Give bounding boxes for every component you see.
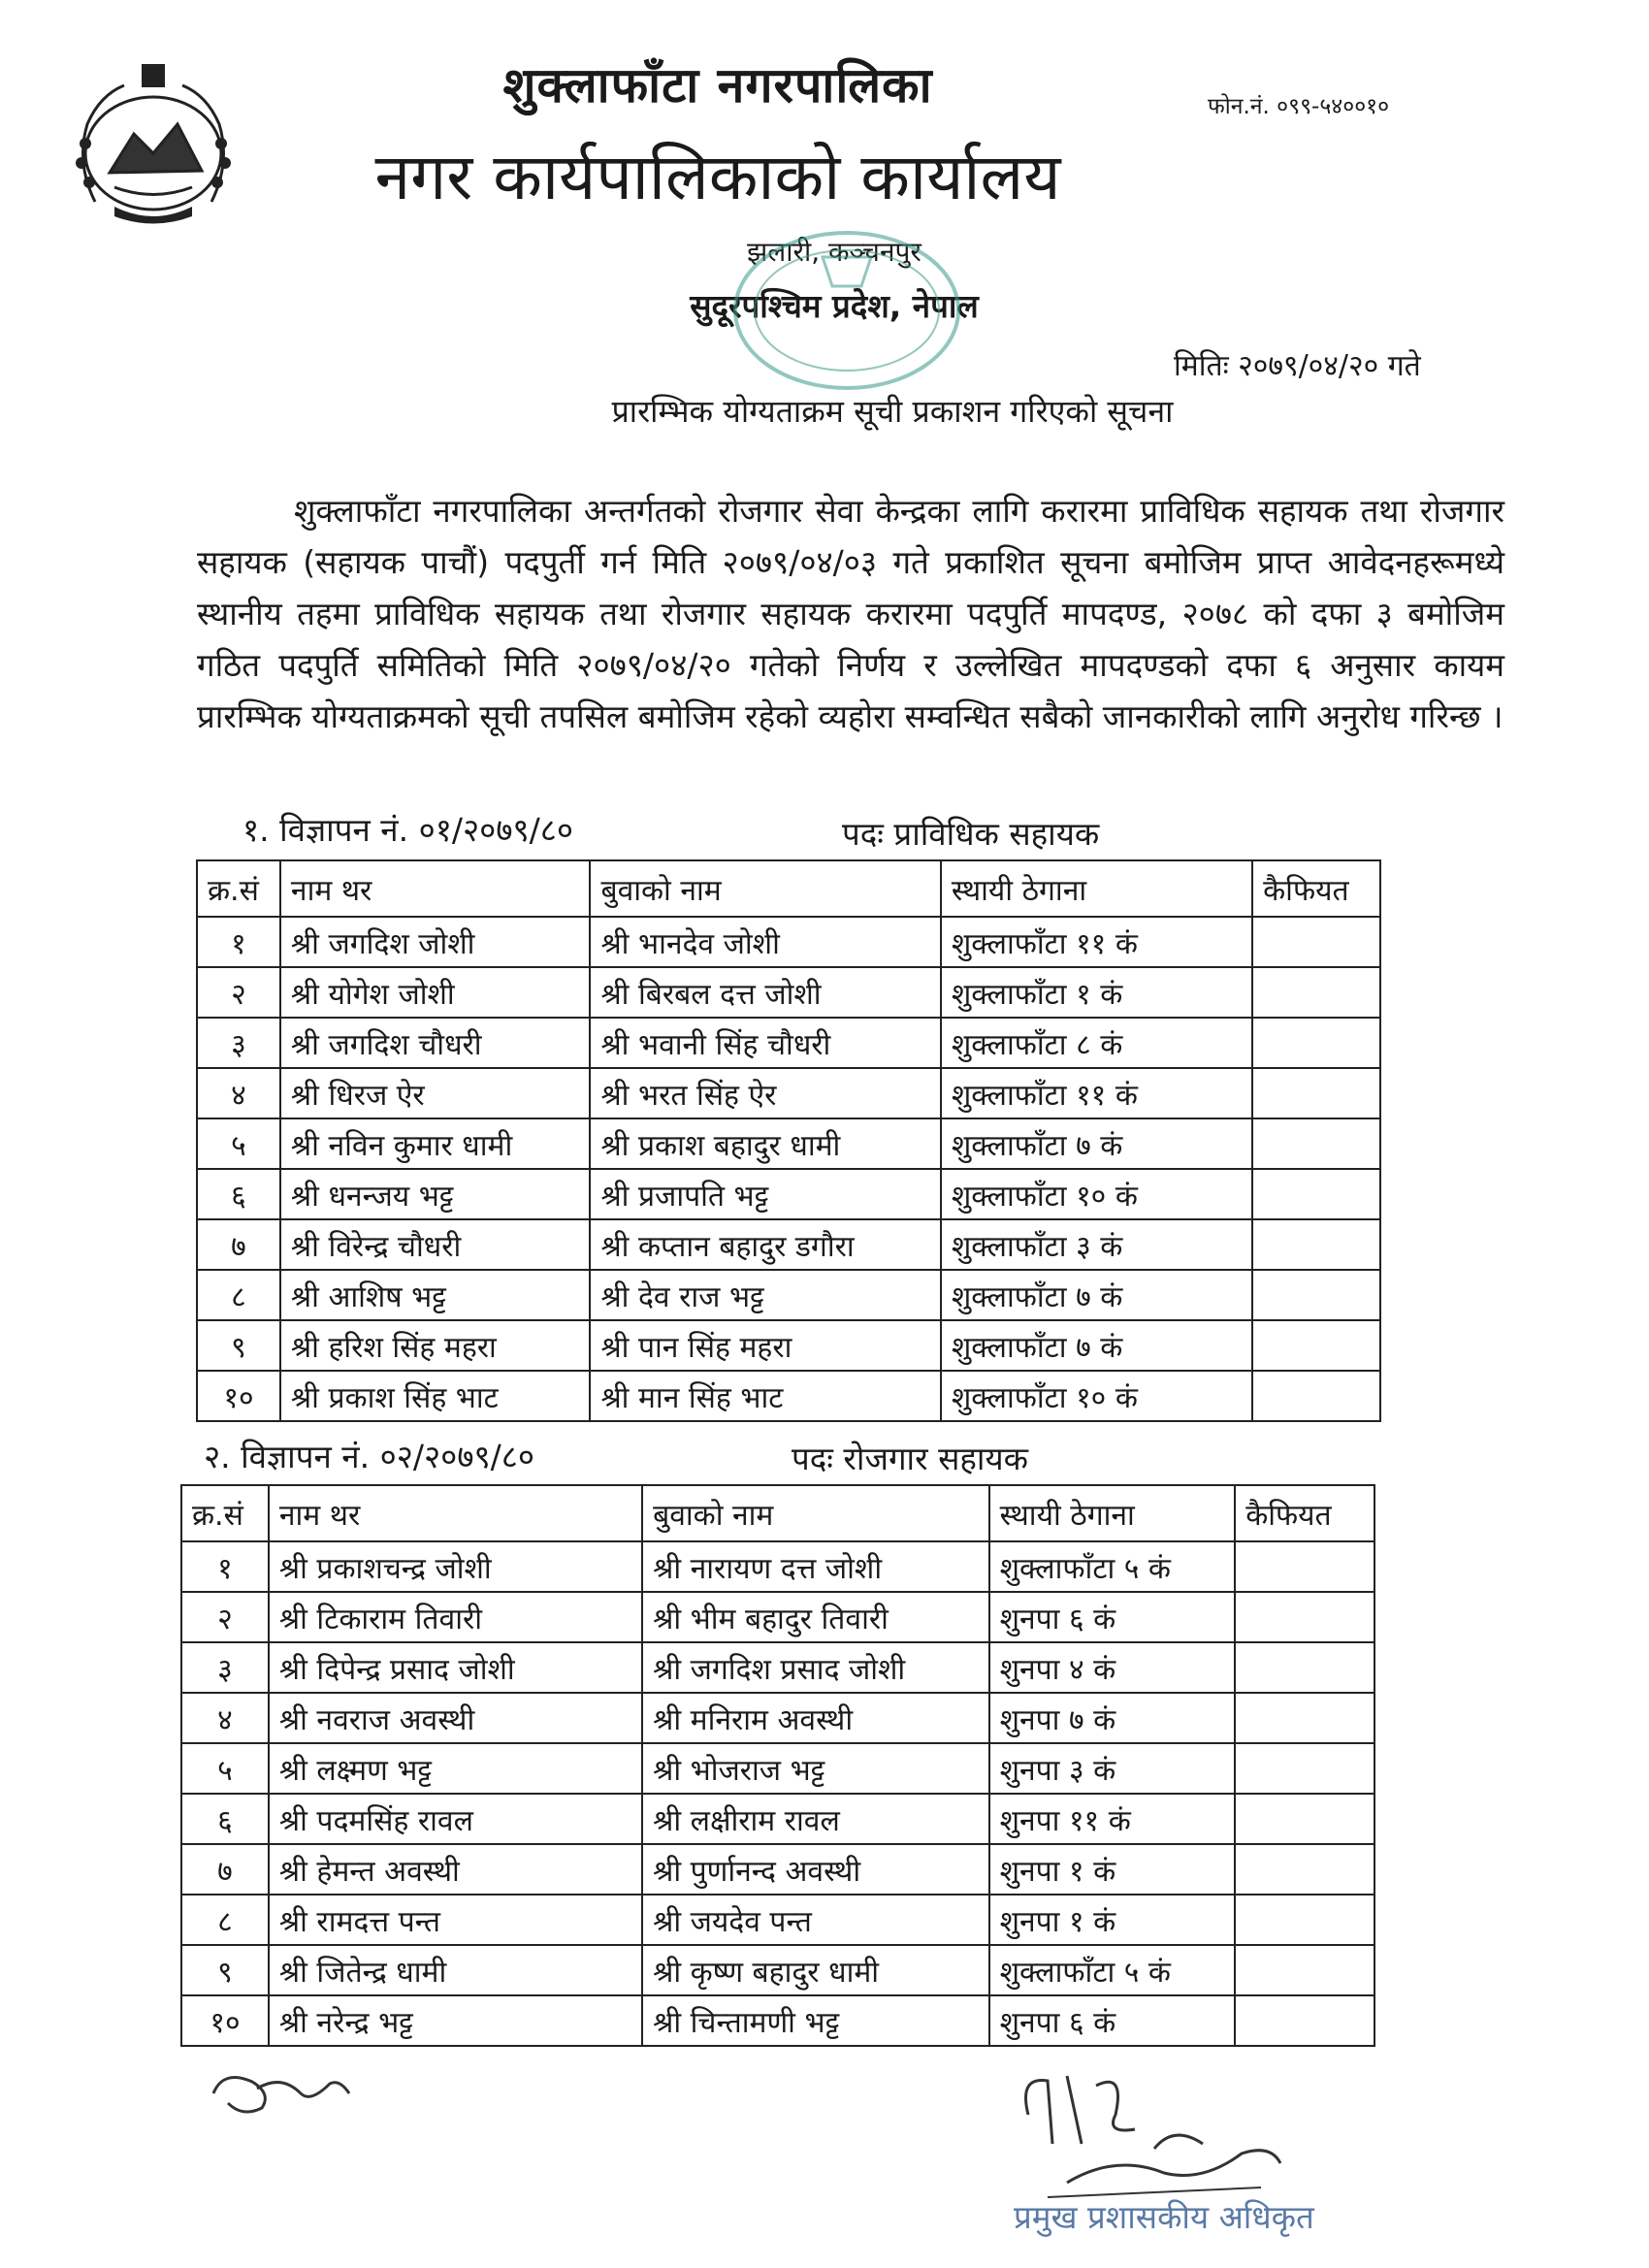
section1-advert: १. विज्ञापन नं. ०१/२०७९/८० <box>242 811 574 849</box>
cell-sn: ४ <box>197 1068 280 1118</box>
cell-father: श्री पुर्णानन्द अवस्थी <box>642 1844 988 1895</box>
cell-father: श्री प्रजापति भट्ट <box>590 1169 940 1219</box>
cell-address: शुनपा ६ कं <box>989 1995 1236 2046</box>
cell-address: शुक्लाफाँटा ७ कं <box>941 1320 1252 1371</box>
cell-father: श्री देव राज भट्ट <box>590 1270 940 1320</box>
cell-remark <box>1235 1592 1374 1642</box>
cell-father: श्री प्रकाश बहादुर धामी <box>590 1118 940 1169</box>
col-header-remark: कैफियत <box>1235 1485 1374 1541</box>
cell-remark <box>1235 1642 1374 1693</box>
table-row <box>197 1219 1380 1270</box>
table-row <box>197 1118 1380 1169</box>
cell-sn: ५ <box>181 1743 269 1794</box>
col-header-name: नाम थर <box>269 1485 642 1541</box>
cell-address: शुक्लाफाँटा ७ कं <box>941 1118 1252 1169</box>
cell-sn: ८ <box>197 1270 280 1320</box>
table-row <box>181 1895 1374 1945</box>
cell-father: श्री भानदेव जोशी <box>590 917 940 967</box>
cell-sn: १ <box>181 1541 269 1592</box>
table-row <box>181 1794 1374 1844</box>
cell-father: श्री नारायण दत्त जोशी <box>642 1541 988 1592</box>
cell-father: श्री भीम बहादुर तिवारी <box>642 1592 988 1642</box>
cell-remark <box>1235 1844 1374 1895</box>
cell-address: शुनपा ४ कं <box>989 1642 1236 1693</box>
cell-remark <box>1252 1118 1380 1169</box>
cell-father: श्री भवानी सिंह चौधरी <box>590 1018 940 1068</box>
cell-name: श्री धिरज ऐर <box>280 1068 591 1118</box>
table-row <box>197 1320 1380 1371</box>
cell-address: शुक्लाफाँटा ३ कं <box>941 1219 1252 1270</box>
cell-name: श्री जगदिश जोशी <box>280 917 591 967</box>
cell-sn: १० <box>197 1371 280 1421</box>
cell-sn: ७ <box>197 1219 280 1270</box>
cell-name: श्री जितेन्द्र धामी <box>269 1945 642 1995</box>
table-row <box>197 1169 1380 1219</box>
cell-remark <box>1235 1794 1374 1844</box>
table-row <box>197 1371 1380 1421</box>
cell-name: श्री नविन कुमार धामी <box>280 1118 591 1169</box>
table-row <box>197 1018 1380 1068</box>
cell-remark <box>1252 917 1380 967</box>
cell-father: श्री पान सिंह महरा <box>590 1320 940 1371</box>
table-row <box>197 967 1380 1018</box>
cell-sn: २ <box>197 967 280 1018</box>
cell-address: शुक्लाफाँटा १० कं <box>941 1169 1252 1219</box>
cell-sn: ९ <box>181 1945 269 1995</box>
cell-sn: ३ <box>197 1018 280 1068</box>
cell-sn: २ <box>181 1592 269 1642</box>
col-header-sn: क्र.सं <box>181 1485 269 1541</box>
table-row <box>181 1844 1374 1895</box>
phone-number: फोन.नं. ०९९-५४००१० <box>1208 94 1390 119</box>
table-employment-assistant <box>180 1484 1375 2047</box>
cell-father: श्री लक्षीराम रावल <box>642 1794 988 1844</box>
cell-name: श्री नरेन्द्र भट्ट <box>269 1995 642 2046</box>
col-header-father: बुवाको नाम <box>590 860 940 917</box>
cell-father: श्री मनिराम अवस्थी <box>642 1693 988 1743</box>
cell-father: श्री मान सिंह भाट <box>590 1371 940 1421</box>
section2-post: पदः रोजगार सहायक <box>792 1440 1028 1477</box>
cell-father: श्री जयदेव पन्त <box>642 1895 988 1945</box>
cell-name: श्री हेमन्त अवस्थी <box>269 1844 642 1895</box>
section1-post: पदः प्राविधिक सहायक <box>842 815 1100 853</box>
col-header-sn: क्र.सं <box>197 860 280 917</box>
cell-father: श्री जगदिश प्रसाद जोशी <box>642 1642 988 1693</box>
cell-sn: ९ <box>197 1320 280 1371</box>
cell-address: शुनपा १ कं <box>989 1895 1236 1945</box>
cell-sn: ६ <box>197 1169 280 1219</box>
cell-name: श्री आशिष भट्ट <box>280 1270 591 1320</box>
cell-sn: ६ <box>181 1794 269 1844</box>
cell-name: श्री विरेन्द्र चौधरी <box>280 1219 591 1270</box>
table-row <box>181 1693 1374 1743</box>
cell-name: श्री पदमसिंह रावल <box>269 1794 642 1844</box>
cell-remark <box>1235 1995 1374 2046</box>
notice-body: शुक्लाफाँटा नगरपालिका अन्तर्गतको रोजगार सेवा केन्द्रका लागि करारमा प्राविधिक सहायक तथा रोजगार सहायक (सहायक पाचौं) पदपुर्ती गर्न मिति २०७९/०४/०३ गते प्रकाशित सूचना बमोजिम प्राप्त आवेदनहरूमध्ये स्थानीय तहमा प्राविधिक सहायक तथा रोजगार सहायक करारमा पदपुर्ति मापदण्ड, २०७८ को दफा ३ बमोजिम गठित पदपुर्ति समितिको मिति २०७९/०४/२० गतेको निर्णय र उल्लेखित मापदण्डको दफा ६ अनुसार कायम प्रारम्भिक योग्यताक्रमको सूची तपसिल बमोजिम रहेको व्यहोरा सम्वन्धित सबैको जानकारीको लागि अनुरोध गरिन्छ । <box>197 492 1504 735</box>
table-row <box>181 1541 1374 1592</box>
cell-remark <box>1252 1270 1380 1320</box>
notice-date: मितिः २०७९/०४/२० गते <box>1174 349 1421 383</box>
col-header-address: स्थायी ठेगाना <box>941 860 1252 917</box>
table-row <box>197 1068 1380 1118</box>
cell-sn: ४ <box>181 1693 269 1743</box>
left-signature-icon <box>204 2055 359 2122</box>
cell-address: शुनपा १ कं <box>989 1844 1236 1895</box>
cell-name: श्री रामदत्त पन्त <box>269 1895 642 1945</box>
cell-name: श्री टिकाराम तिवारी <box>269 1592 642 1642</box>
cell-father: श्री चिन्तामणी भट्ट <box>642 1995 988 2046</box>
table-row <box>181 1592 1374 1642</box>
col-header-address: स्थायी ठेगाना <box>989 1485 1236 1541</box>
cell-sn: ८ <box>181 1895 269 1945</box>
cell-father: श्री कप्तान बहादुर डगौरा <box>590 1219 940 1270</box>
cell-remark <box>1235 1743 1374 1794</box>
table-row <box>197 1270 1380 1320</box>
cell-sn: ५ <box>197 1118 280 1169</box>
cell-remark <box>1252 1219 1380 1270</box>
cell-address: शुक्लाफाँटा १० कं <box>941 1371 1252 1421</box>
nepal-emblem-icon <box>56 56 250 229</box>
cell-remark <box>1252 967 1380 1018</box>
cell-sn: ३ <box>181 1642 269 1693</box>
cell-name: श्री धनन्जय भट्ट <box>280 1169 591 1219</box>
signatory-title: प्रमुख प्रशासकीय अधिकृत <box>1014 2198 1314 2236</box>
cell-address: शुक्लाफाँटा ११ कं <box>941 917 1252 967</box>
cell-remark <box>1235 1541 1374 1592</box>
table-technical-assistant <box>196 859 1381 1422</box>
cell-address: शुक्लाफाँटा १ कं <box>941 967 1252 1018</box>
cell-sn: १० <box>181 1995 269 2046</box>
office-name: नगर कार्यपालिकाको कार्यालय <box>374 140 1061 214</box>
cell-remark <box>1235 1693 1374 1743</box>
table-row <box>181 1995 1374 2046</box>
cell-father: श्री कृष्ण बहादुर धामी <box>642 1945 988 1995</box>
cell-name: श्री लक्ष्मण भट्ट <box>269 1743 642 1794</box>
cell-remark <box>1252 1169 1380 1219</box>
cell-name: श्री योगेश जोशी <box>280 967 591 1018</box>
cell-name: श्री जगदिश चौधरी <box>280 1018 591 1068</box>
cell-sn: १ <box>197 917 280 967</box>
cell-remark <box>1252 1068 1380 1118</box>
cell-remark <box>1252 1320 1380 1371</box>
cell-name: श्री हरिश सिंह महरा <box>280 1320 591 1371</box>
section2-advert: २. विज्ञापन नं. ०२/२०७९/८० <box>204 1438 535 1475</box>
cell-address: शुनपा ३ कं <box>989 1743 1236 1794</box>
province: सुदूरपश्चिम प्रदेश, नेपाल <box>690 287 979 325</box>
cell-name: श्री दिपेन्द्र प्रसाद जोशी <box>269 1642 642 1693</box>
address: झलारी, कञ्चनपुर <box>747 236 922 268</box>
table-row <box>181 1743 1374 1794</box>
cell-father: श्री भरत सिंह ऐर <box>590 1068 940 1118</box>
cell-address: शुक्लाफाँटा ५ कं <box>989 1541 1236 1592</box>
cell-remark <box>1252 1018 1380 1068</box>
org-name: शुक्लाफाँटा नगरपालिका <box>502 57 933 113</box>
cell-remark <box>1252 1371 1380 1421</box>
col-header-father: बुवाको नाम <box>642 1485 988 1541</box>
col-header-name: नाम थर <box>280 860 591 917</box>
cell-remark <box>1235 1895 1374 1945</box>
table-row <box>181 1945 1374 1995</box>
cell-name: श्री प्रकाशचन्द्र जोशी <box>269 1541 642 1592</box>
cell-address: शुनपा ११ कं <box>989 1794 1236 1844</box>
office-stamp-icon <box>726 218 968 403</box>
cell-address: शुनपा ६ कं <box>989 1592 1236 1642</box>
col-header-remark: कैफियत <box>1252 860 1380 917</box>
cell-remark <box>1235 1945 1374 1995</box>
cell-address: शुक्लाफाँटा ७ कं <box>941 1270 1252 1320</box>
cell-address: शुक्लाफाँटा ११ कं <box>941 1068 1252 1118</box>
cell-address: शुनपा ७ कं <box>989 1693 1236 1743</box>
cell-father: श्री बिरबल दत्त जोशी <box>590 967 940 1018</box>
table-row <box>197 917 1380 967</box>
cell-address: शुक्लाफाँटा ५ कं <box>989 1945 1236 1995</box>
cell-father: श्री भोजराज भट्ट <box>642 1743 988 1794</box>
table-row <box>181 1642 1374 1693</box>
cell-name: श्री प्रकाश सिंह भाट <box>280 1371 591 1421</box>
cell-name: श्री नवराज अवस्थी <box>269 1693 642 1743</box>
cell-sn: ७ <box>181 1844 269 1895</box>
cell-address: शुक्लाफाँटा ८ कं <box>941 1018 1252 1068</box>
notice-subject: प्रारम्भिक योग्यताक्रम सूची प्रकाशन गरिएको सूचना <box>611 393 1174 430</box>
